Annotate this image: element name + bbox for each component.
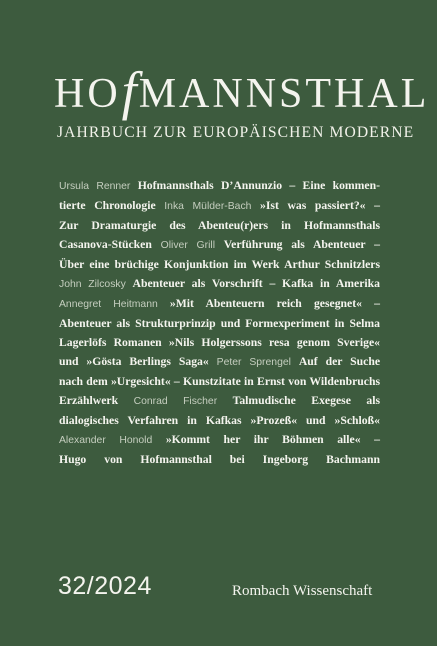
contents-line — [59, 274, 380, 294]
article-title: Auf der Suche — [298, 355, 381, 368]
article-title: Casanova-Stücken — [59, 238, 161, 251]
contents-line — [59, 372, 380, 391]
article-title: Abenteuer als Vorschrift – Kafka in Amerika — [132, 277, 380, 290]
author-name: Ursula Renner — [59, 181, 138, 192]
contents-line — [59, 235, 380, 255]
contents-line — [59, 196, 380, 216]
author-name: Annegret Heitmann — [59, 299, 170, 310]
contents-line — [59, 294, 380, 314]
author-name: Oliver Grill — [160, 240, 224, 251]
article-title: Talmudische Exegese als — [232, 394, 381, 407]
article-title: und »Gösta Berlings Saga« — [59, 355, 217, 368]
contents-line — [59, 216, 380, 235]
contents-line — [59, 314, 380, 333]
article-title: Über eine brüchige Konjunktion im Werk Arthur Schnitzlers — [59, 258, 380, 271]
issue-number: 32/2024 — [58, 572, 152, 600]
article-title: Hofmannsthals D’Annunzio – Eine kommen- — [137, 179, 380, 192]
contents-line — [59, 411, 380, 430]
article-title: Verführung als Abenteuer – — [223, 238, 380, 251]
article-title: Zur Dramaturgie des Abenteu(r)ers in Hofmannsthals — [59, 219, 380, 232]
article-title: Hugo von Hofmannsthal bei Ingeborg Bachmann — [59, 453, 380, 466]
logo-italic-f: f — [121, 61, 137, 121]
contents-line — [59, 333, 380, 352]
article-title: »Kommt her ihr Böhmen alle« – — [165, 433, 380, 446]
article-title: Abenteuer als Strukturprinzip und Formexperiment in Selma — [59, 317, 380, 330]
publisher-name: Rombach Wissenschaft — [232, 583, 373, 599]
logo-part-2: MANNSTHAL — [138, 71, 430, 117]
author-name: Peter Sprengel — [216, 357, 299, 368]
logo-part-1: HO — [54, 71, 121, 117]
contents-line — [59, 255, 380, 274]
article-title: tierte Chronologie — [59, 199, 165, 212]
contents-line — [59, 450, 380, 469]
contents-line — [59, 176, 380, 196]
author-name: John Zilcosky — [59, 279, 133, 290]
journal-subtitle: JAHRBUCH ZUR EUROPÄISCHEN MODERNE — [57, 124, 415, 141]
table-of-contents — [59, 176, 380, 469]
article-title: nach dem »Urgesicht« – Kunstzitate in Ernst von Wildenbruchs — [59, 375, 380, 388]
author-name: Conrad Fischer — [133, 396, 233, 407]
article-title: Lagerlöfs Romanen »Nils Holgerssons resa genom Sverige« — [59, 336, 380, 349]
contents-line — [59, 391, 380, 411]
journal-logo — [54, 61, 430, 121]
contents-line — [59, 352, 380, 372]
author-name: Inka Mülder-Bach — [164, 201, 260, 212]
author-name: Alexander Honold — [59, 435, 166, 446]
article-title: Erzählwerk — [59, 394, 134, 407]
article-title: »Ist was passiert?« – — [260, 199, 380, 212]
article-title: »Mit Abenteuern reich gesegnet« – — [169, 297, 380, 310]
article-title: dialogisches Verfahren in Kafkas »Prozeß« und »Schloß« — [59, 414, 380, 427]
contents-line — [59, 430, 380, 450]
